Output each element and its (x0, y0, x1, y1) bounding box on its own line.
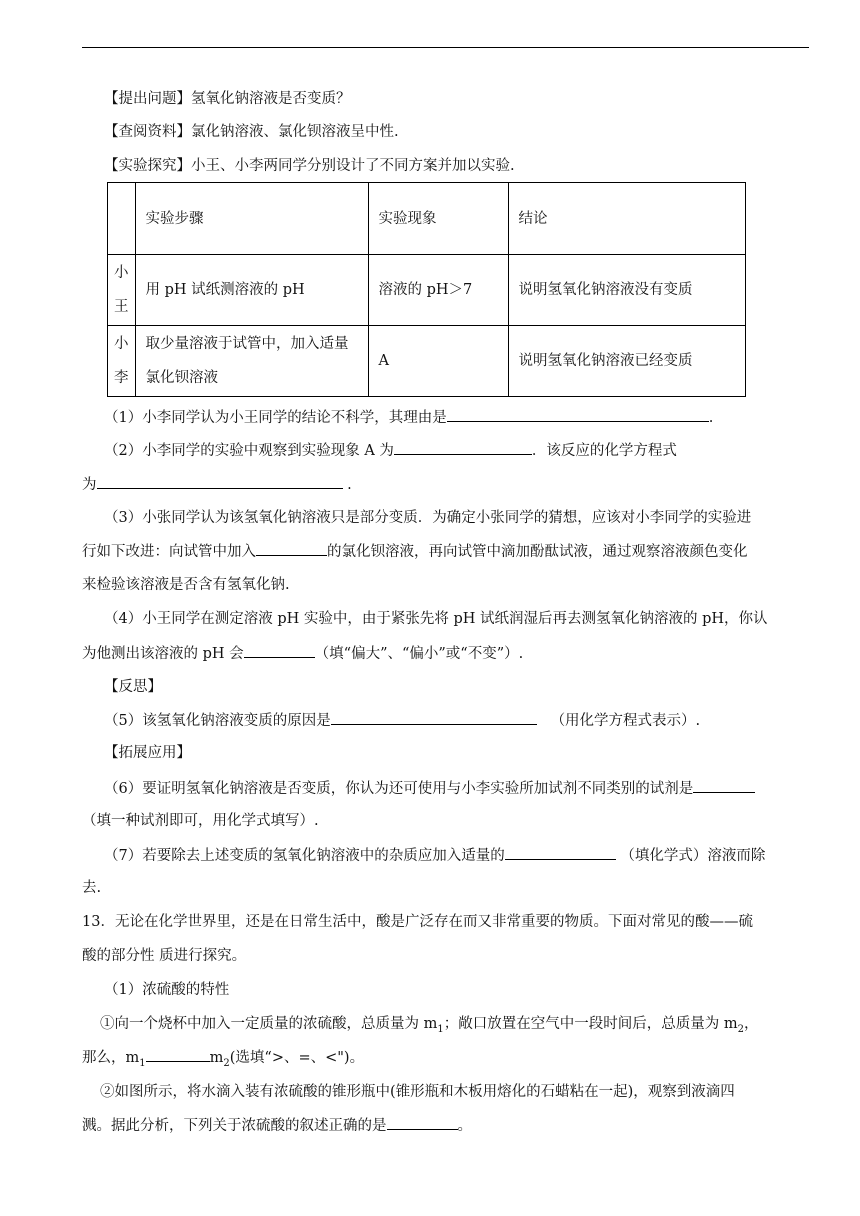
answer-blank[interactable] (331, 709, 537, 725)
expansion-heading: 【拓展应用】 (104, 745, 191, 761)
question-13-part-1: （1）浓硫酸的特性 (104, 982, 230, 998)
answer-blank[interactable] (505, 844, 616, 860)
problem-line: 【提出问题】氢氧化钠溶液是否变质？ (104, 91, 351, 107)
table-row (108, 326, 746, 397)
table-header-cell: 结论 (508, 183, 745, 255)
answer-blank[interactable] (97, 473, 343, 489)
table-cell-name: 小 王 (108, 255, 136, 326)
answer-blank[interactable] (146, 1046, 210, 1062)
reflection-heading: 【反思】 (104, 679, 162, 695)
question-6-cont: （填一种试剂即可，用化学式填写）. (82, 813, 319, 829)
answer-blank[interactable] (693, 777, 755, 793)
answer-blank[interactable] (256, 540, 327, 556)
table-cell-name: 小 李 (108, 326, 136, 397)
experiment-table (107, 182, 746, 397)
question-3-cont: 行如下改进：向试管中加入 的氯化钡溶液，再向试管中滴加酚酞试液，通过观察溶液颜色变化 (82, 540, 809, 563)
header-rule (82, 47, 809, 48)
answer-blank[interactable] (244, 642, 315, 658)
question-6: （6）要证明氢氧化钠溶液是否变质，你认为还可使用与小李实验所加试剂不同类别的试剂是 (82, 777, 831, 800)
question-13-cont: 酸的部分性 质进行探究。 (82, 948, 247, 964)
question-13-item-2: ②如图所示，将水滴入装有浓硫酸的锥形瓶中(锥形瓶和木板用熔化的石蜡粘在一起)，观察到液滴四 (100, 1084, 735, 1100)
table-row (108, 255, 746, 326)
question-5: （5）该氢氧化钠溶液变质的原因是 （用化学方程式表示）. (82, 709, 831, 732)
question-13-item-2-cont: 溅。据此分析，下列关于浓硫酸的叙述正确的是 。 (82, 1114, 809, 1137)
answer-blank[interactable] (447, 406, 709, 422)
table-cell: 用 pH 试纸测溶液的 pH (135, 255, 368, 326)
table-cell: 取少量溶液于试管中，加入适量 氯化钡溶液 (135, 326, 368, 397)
question-2-cont: 为 . (82, 473, 809, 496)
question-4: （4）小王同学在测定溶液 pH 实验中，由于紧张先将 pH 试纸润湿后再去测氢氧化钠溶液的 pH，你认 (104, 611, 768, 627)
table-cell: A (368, 326, 508, 397)
question-1: （1）小李同学认为小王同学的结论不科学，其理由是 . (82, 406, 831, 429)
table-header-cell: 实验步骤 (135, 183, 368, 255)
question-3: （3）小张同学认为该氢氧化钠溶液只是部分变质．为确定小张同学的猜想，应该对小李同学的实验进 (104, 510, 752, 526)
table-header-cell: 实验现象 (368, 183, 508, 255)
answer-blank[interactable] (387, 1114, 458, 1130)
reference-line: 【查阅资料】氯化钠溶液、氯化钡溶液呈中性. (104, 124, 399, 140)
question-7: （7）若要除去上述变质的氢氧化钠溶液中的杂质应加入适量的 （填化学式）溶液而除 (82, 844, 831, 867)
question-4-cont: 为他测出该溶液的 pH 会 （填“偏大”、“偏小”或“不变”）. (82, 642, 809, 665)
table-header-row (108, 183, 746, 255)
question-13-item-1-cont: 那么，$m_1$ $m_2$(选填“>、=、<")。 (82, 1046, 809, 1075)
table-cell: 溶液的 pH＞7 (368, 255, 508, 326)
table-cell: 说明氢氧化钠溶液没有变质 (508, 255, 745, 326)
table-cell: 说明氢氧化钠溶液已经变质 (508, 326, 745, 397)
table-header-cell (108, 183, 136, 255)
experiment-line: 【实验探究】小王、小李两同学分别设计了不同方案并加以实验. (104, 158, 515, 174)
question-3-cont2: 来检验该溶液是否含有氢氧化钠. (82, 577, 290, 593)
question-7-cont: 去. (82, 880, 102, 896)
question-2: （2）小李同学的实验中观察到实验现象 A 为 ．该反应的化学方程式 (82, 439, 831, 462)
question-13: 13．无论在化学世界里，还是在日常生活中，酸是广泛存在而又非常重要的物质。下面对常见的酸——硫 (82, 914, 753, 930)
question-13-item-1: ①向一个烧杯中加入一定质量的浓硫酸，总质量为 $m_1$；敞口放置在空气中一段时间后，总质量为 $m_2$， (100, 1016, 759, 1035)
answer-blank[interactable] (394, 439, 532, 455)
